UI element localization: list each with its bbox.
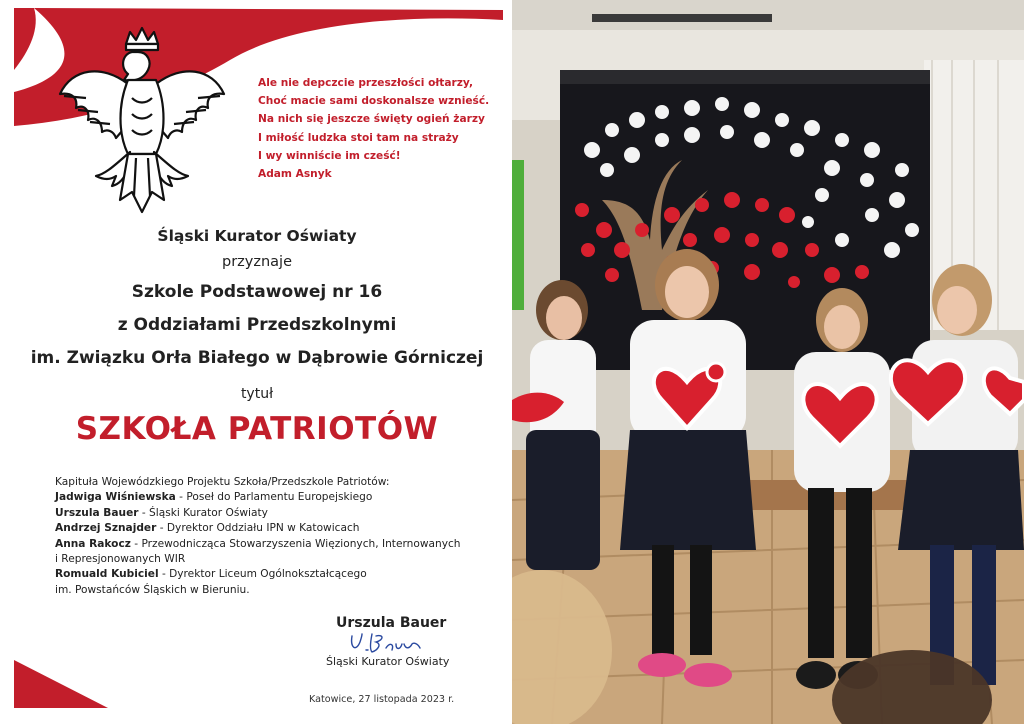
issuer-title: Śląski Kurator Oświaty — [157, 227, 357, 245]
grants-verb: przyznaje — [222, 254, 292, 270]
ceiling-rail — [592, 14, 772, 22]
white-eagle-emblem-icon — [52, 24, 232, 220]
handwritten-signature — [348, 630, 422, 656]
member-role: - Przewodnicząca Stowarzyszenia Więzionych, Internowanych — [130, 537, 461, 550]
poem-line: Choć macie sami doskonalsze wznieść. — [258, 95, 490, 108]
member-role: - Dyrektor Liceum Ogólnokształcącego — [158, 568, 367, 581]
member-name: Urszula Bauer — [55, 506, 139, 519]
poem-line: Na nich się jeszcze święty ogień żarzy — [258, 113, 485, 126]
photo-children-performance — [512, 0, 1024, 724]
member-name: Romuald Kubiciel — [55, 568, 159, 581]
chapter-member — [55, 567, 500, 582]
poem-line: Ale nie depczcie przeszłości ołtarzy, — [258, 77, 473, 89]
member-name: Anna Rakocz — [55, 537, 131, 550]
place-and-date: Katowice, 27 listopada 2023 r. — [309, 694, 455, 705]
signatory-role: Śląski Kurator Oświaty — [326, 655, 450, 668]
chapter-heading: Kapituła Wojewódzkiego Projektu Szkoła/Przedszkole Patriotów: — [55, 476, 390, 488]
chapter-member — [55, 506, 500, 521]
school-name-line-1: Szkole Podstawowej nr 16 — [131, 282, 383, 302]
chapter-list — [55, 475, 500, 598]
member-role-continued: im. Powstańców Śląskich w Bieruniu. — [55, 583, 250, 596]
stage-backdrop — [560, 80, 930, 370]
chapter-member — [55, 521, 500, 536]
chapter-member — [55, 537, 500, 552]
school-name-line-2: z Oddziałami Przedszkolnymi — [117, 315, 397, 335]
member-role: - Dyrektor Oddziału IPN w Katowicach — [156, 522, 360, 535]
poem-line: I wy winniście im cześć! — [258, 149, 401, 162]
red-triangle-bottom — [14, 660, 108, 708]
photo-illustration — [512, 0, 1024, 724]
signatory-name: Urszula Bauer — [336, 615, 447, 631]
poem — [258, 74, 504, 183]
poem-line: I miłość ludzka stoi tam na straży — [258, 131, 459, 144]
member-role: - Poseł do Parlamentu Europejskiego — [175, 491, 373, 504]
member-role-continued: i Represjonowanych WIR — [55, 553, 186, 566]
school-name-line-3: im. Związku Orła Białego w Dąbrowie Górniczej — [30, 348, 484, 368]
member-role: - Śląski Kurator Oświaty — [138, 506, 268, 519]
red-swoosh-left — [14, 8, 36, 70]
chapter-member — [55, 490, 500, 505]
member-name: Jadwiga Wiśniewska — [55, 491, 176, 504]
award-title: SZKOŁA PATRIOTÓW — [75, 411, 439, 447]
poem-author: Adam Asnyk — [258, 167, 332, 180]
member-name: Andrzej Sznajder — [55, 522, 157, 535]
title-label: tytuł — [240, 386, 274, 402]
